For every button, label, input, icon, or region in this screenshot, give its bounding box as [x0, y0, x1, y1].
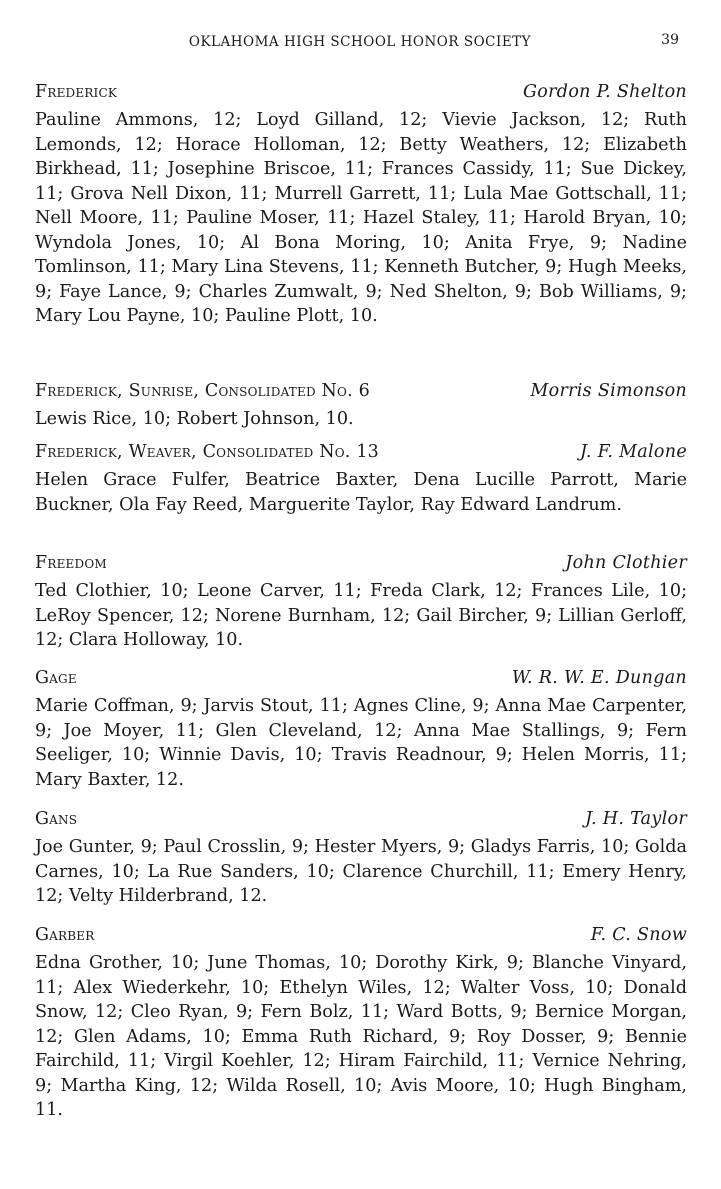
entry-heading — [35, 553, 687, 577]
sponsor-name: Gordon P. Shelton — [523, 82, 687, 102]
school-entry-gans — [35, 809, 687, 909]
school-entry-garber — [35, 925, 687, 1123]
sponsor-name: J. H. Taylor — [585, 809, 687, 829]
entry-heading — [35, 809, 687, 833]
school-name: Gage — [35, 668, 77, 688]
school-name: Frederick, Sunrise, Consolidated No. 6 — [35, 381, 370, 401]
entry-heading — [35, 82, 687, 106]
school-entry-gage — [35, 668, 687, 792]
school-entry-frederick-weaver — [35, 442, 687, 517]
school-name: Gans — [35, 809, 78, 829]
sponsor-name: W. R. W. E. Dungan — [511, 668, 687, 688]
member-list: Pauline Ammons, 12; Loyd Gilland, 12; Vievie Jackson, 12; Ruth Lemonds, 12; Horace Holloman, 12; Betty Weathers, 12; Elizabeth Birkhead, 11; Josephine Briscoe, 11; Frances Cassidy, 11; Sue Dickey, 11; Grova Nell Dixon, 11; Murrell Garrett, 11; Lula Mae Gottschall, 11; Nell Moore, 11; Pauline Moser, 11; Hazel Staley, 11; Harold Bryan, 10; Wyndola Jones, 10; Al Bona Moring, 10; Anita Frye, 9; Nadine Tomlinson, 11; Mary Lina Stevens, 11; Kenneth Butcher, 9; Hugh Meeks, 9; Faye Lance, 9; Charles Zumwalt, 9; Ned Shelton, 9; Bob Williams, 9; Mary Lou Payne, 10; Pauline Plott, 10. — [35, 110, 687, 326]
school-entry-frederick — [35, 82, 687, 329]
member-list: Lewis Rice, 10; Robert Johnson, 10. — [35, 409, 354, 429]
running-head: OKLAHOMA HIGH SCHOOL HONOR SOCIETY — [188, 34, 532, 50]
sponsor-name: Morris Simonson — [530, 381, 687, 401]
sponsor-name: J. F. Malone — [579, 442, 687, 462]
sponsor-name: John Clothier — [565, 553, 687, 573]
member-list: Joe Gunter, 9; Paul Crosslin, 9; Hester Myers, 9; Gladys Farris, 10; Golda Carnes, 10; La Rue Sanders, 10; Clarence Churchill, 11; Emery Henry, 12; Velty Hilderbrand, 12. — [35, 837, 687, 906]
entry-heading — [35, 442, 687, 466]
entry-heading — [35, 668, 687, 692]
school-entry-frederick-sunrise — [35, 381, 687, 432]
school-name: Freedom — [35, 553, 107, 573]
school-name: Frederick — [35, 82, 118, 102]
page-number: 39 — [661, 32, 679, 48]
entry-heading — [35, 925, 687, 949]
member-list: Ted Clothier, 10; Leone Carver, 11; Freda Clark, 12; Frances Lile, 10; LeRoy Spencer, 12; Norene Burnham, 12; Gail Bircher, 9; Lillian Gerloff, 12; Clara Holloway, 10. — [35, 581, 687, 650]
entry-heading — [35, 381, 687, 405]
sponsor-name: F. C. Snow — [590, 925, 687, 945]
member-list: Marie Coffman, 9; Jarvis Stout, 11; Agnes Cline, 9; Anna Mae Carpenter, 9; Joe Moyer, 11; Glen Cleveland, 12; Anna Mae Stallings, 9; Fern Seeliger, 10; Winnie Davis, 10; Travis Readnour, 9; Helen Morris, 11; Mary Baxter, 12. — [35, 696, 687, 790]
school-entry-freedom — [35, 553, 687, 653]
school-name: Garber — [35, 925, 95, 945]
member-list: Helen Grace Fulfer, Beatrice Baxter, Dena Lucille Parrott, Marie Buckner, Ola Fay Reed, Marguerite Taylor, Ray Edward Landrum. — [35, 470, 687, 515]
school-name: Frederick, Weaver, Consolidated No. 13 — [35, 442, 379, 462]
member-list: Edna Grother, 10; June Thomas, 10; Dorothy Kirk, 9; Blanche Vinyard, 11; Alex Wiederkehr, 10; Ethelyn Wiles, 12; Walter Voss, 10; Donald Snow, 12; Cleo Ryan, 9; Fern Bolz, 11; Ward Botts, 9; Bernice Morgan, 12; Glen Adams, 10; Emma Ruth Richard, 9; Roy Dosser, 9; Bennie Fairchild, 11; Virgil Koehler, 12; Hiram Fairchild, 11; Vernice Nehring, 9; Martha King, 12; Wilda Rosell, 10; Avis Moore, 10; Hugh Bingham, 11. — [35, 953, 687, 1120]
